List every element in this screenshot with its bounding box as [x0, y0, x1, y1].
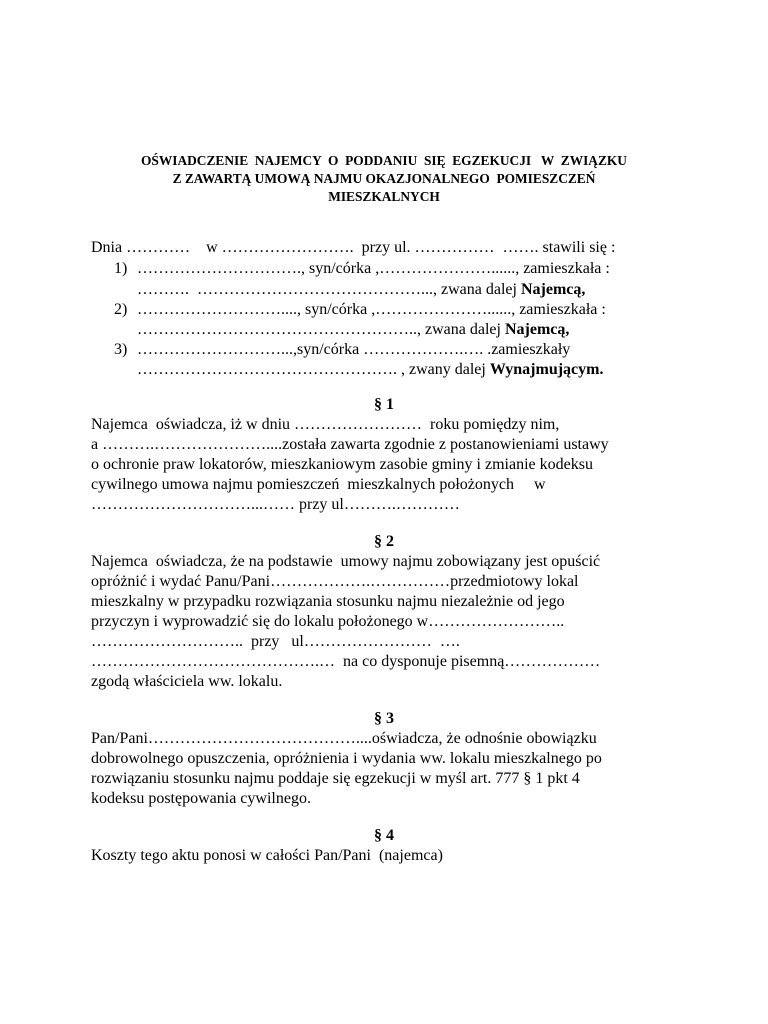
- intro-line: Dnia ………… w ……………………. przy ul. …………… ……. stawili się :: [91, 239, 616, 256]
- party-1-role: Najemcą,: [520, 281, 586, 298]
- section-1-heading: § 1: [374, 396, 394, 413]
- party-3-line-2: [137, 361, 603, 379]
- section-1-line: …………………………...…… przy ul……….…………: [91, 496, 460, 513]
- party-3-number: 3): [114, 341, 128, 358]
- section-4-heading: § 4: [374, 827, 394, 844]
- party-2-number: 2): [114, 301, 128, 318]
- section-2-line: mieszkalny w przypadku rozwiązania stosunku najmu niezależnie od jego: [91, 593, 565, 610]
- section-2-heading: § 2: [374, 533, 394, 550]
- party-2-role-text: …………………………………………….., zwana dalej: [137, 321, 505, 338]
- section-3-line: rozwiązaniu stosunku najmu poddaje się egzekucji w myśl art. 777 § 1 pkt 4: [91, 770, 580, 787]
- section-2-line: ……………………….. przy ul…………………… ….: [91, 633, 460, 650]
- section-1-line: a ……….…………………....została zawarta zgodnie z postanowieniami ustawy: [91, 436, 609, 453]
- party-1-line-2: [137, 281, 585, 299]
- title-line-3: MIESZKALNYCH: [328, 189, 440, 204]
- section-2-line: zgodą właściciela ww. lokalu.: [91, 673, 283, 690]
- party-3-role: Wynajmującym.: [489, 361, 604, 378]
- section-2-line: …………………………………….… na co dysponuje pisemną………………: [91, 653, 601, 670]
- title-line-2: Z ZAWARTĄ UMOWĄ NAJMU OKAZJONALNEGO POMIESZCZEŃ: [172, 171, 596, 186]
- party-3-role-text: …………………………………………. , zwany dalej: [137, 361, 490, 378]
- section-2-line: Najemca oświadcza, że na podstawie umowy najmu zobowiązany jest opuścić: [91, 553, 601, 570]
- party-2-line-1: ………………………...., syn/córka ,…………………......, zamieszkała :: [137, 301, 606, 318]
- party-2-role: Najemcą,: [504, 321, 570, 338]
- party-1-number: 1): [114, 260, 128, 277]
- section-3-line: Pan/Pani…………………………………....oświadcza, że odnośnie obowiązku: [91, 730, 597, 747]
- section-4-line: Koszty tego aktu ponosi w całości Pan/Pani (najemca): [91, 847, 443, 864]
- party-2-line-2: [137, 321, 569, 339]
- section-2-line: przyczyn i wyprowadzić się do lokalu położonego w……………………..: [91, 613, 565, 630]
- section-1-line: cywilnego umowa najmu pomieszczeń mieszkalnych położonych w: [91, 476, 546, 493]
- section-3-line: dobrowolnego opuszczenia, opróżnienia i wydania ww. lokalu mieszkalnego po: [91, 750, 602, 767]
- section-1-line: o ochronie praw lokatorów, mieszkaniowym zasobie gminy i zmianie kodeksu: [91, 456, 593, 473]
- party-1-role-text: ………. ……………………………………..., zwana dalej: [137, 281, 521, 298]
- party-3-line-1: ………………………...,syn/córka ……………….…. .zamieszkały: [137, 341, 571, 358]
- title-line-1: OŚWIADCZENIE NAJEMCY O PODDANIU SIĘ EGZEKUCJI W ZWIĄZKU: [141, 153, 627, 168]
- section-3-line: kodeksu postępowania cywilnego.: [91, 790, 311, 807]
- section-2-line: opróżnić i wydać Panu/Pani……………….……………przedmiotowy lokal: [91, 573, 579, 590]
- section-3-heading: § 3: [374, 710, 394, 727]
- party-1-line-1: …………………………., syn/córka ,…………………......, zamieszkała :: [137, 260, 610, 277]
- section-1-line: Najemca oświadcza, iż w dniu …………………… roku pomiędzy nim,: [91, 416, 560, 433]
